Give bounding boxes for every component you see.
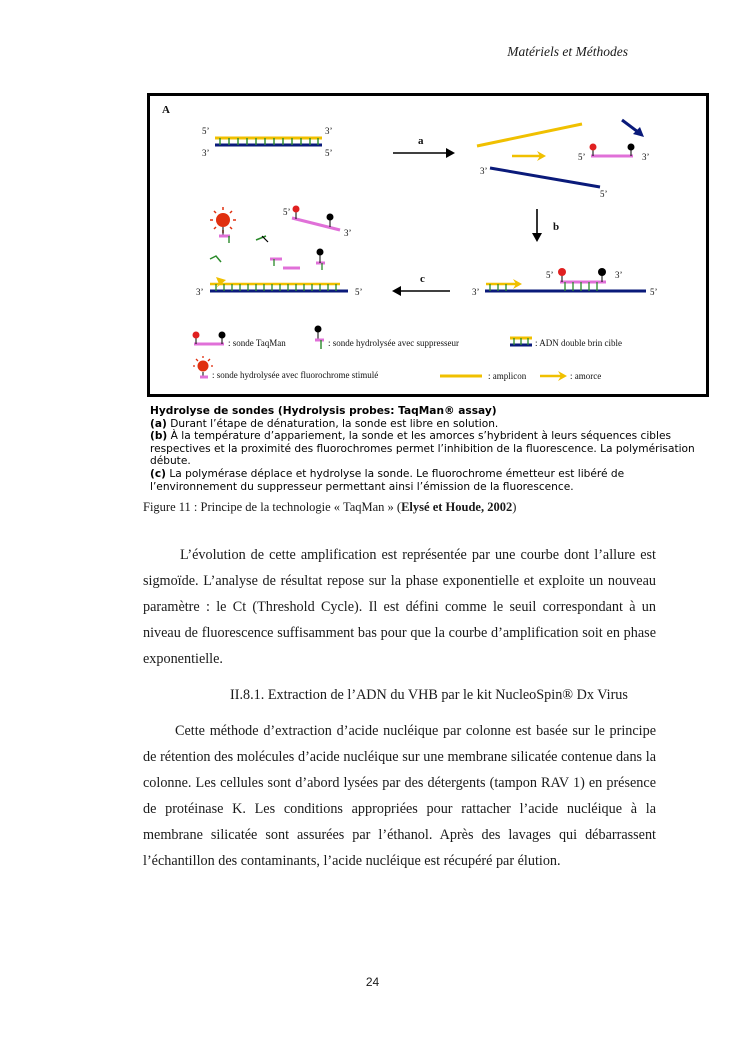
end-label: 5’	[202, 126, 210, 136]
item-text: La polymérase déplace et hydrolyse la sonde. Le fluorochrome émetteur est libéré de l’environnement du suppresseur permettant ainsi l’émission de la fluorescence.	[150, 467, 625, 493]
step-label-b: b	[553, 221, 560, 233]
end-label: 3’	[325, 126, 333, 136]
figure-description-item-a	[150, 418, 698, 431]
free-probe	[590, 144, 635, 157]
legend-double-strand: : ADN double brin cible	[535, 338, 622, 348]
arrow-c-icon	[392, 286, 450, 296]
item-tag: (c)	[150, 467, 166, 480]
item-text: À la température d’appariement, la sonde et les amorces s’hybrident à leurs séquences cibles respectives et la proximité des fluorochromes permet l’inhibition de la fluorescence. La polymérisation débute.	[150, 430, 695, 468]
end-label: 3’	[344, 228, 352, 238]
legend-primer-icon	[540, 371, 567, 381]
end-label: 3’	[196, 287, 204, 297]
free-primer	[512, 151, 546, 161]
end-label: 5’	[325, 148, 333, 158]
legend-hydrolyzed-suppressor: : sonde hydrolysée avec suppresseur	[328, 338, 459, 348]
caption-reference: Elysé et Houde, 2002	[401, 500, 513, 514]
end-label: 5’	[283, 207, 291, 217]
amplicon-strand	[477, 124, 582, 146]
released-fluorochrome-icon	[210, 207, 236, 243]
displaced-probe	[292, 206, 340, 231]
figure-caption	[143, 500, 516, 515]
step-label-c: c	[420, 273, 425, 285]
end-label: 5’	[355, 287, 363, 297]
end-label: 5’	[578, 152, 586, 162]
legend-taqman-probe: : sonde TaqMan	[228, 338, 286, 348]
end-label: 3’	[642, 152, 650, 162]
arrow-b-icon	[532, 209, 542, 242]
polymerization-complex	[210, 277, 348, 291]
end-label: 3’	[202, 148, 210, 158]
page-number: 24	[365, 975, 380, 989]
body-paragraph-2: Cette méthode d’extraction d’acide nucléique par colonne est basée sur le principe de rétention des molécules d’acide nucléique sur une membrane silicatée contenue dans la colonne. Les cellules sont d’abord lysées par des détergents (tampon RAV 1) en présence de protéinase K. Les conditions appropriées pour rattacher l’acide nucléique à la membrane silicatée sont assurées par l’éthanol. Après des lavages qui débarrassent l’échantillon des contaminants, l’acide nucléique est récupéré par élution.	[143, 723, 656, 869]
caption-close: )	[512, 500, 517, 514]
legend-fluorochrome: : sonde hydrolysée avec fluorochrome stimulé	[212, 370, 379, 380]
legend-primer: : amorce	[570, 371, 602, 381]
figure-description-item-b	[150, 430, 698, 468]
caption-text: Figure 11 : Principe de la technologie « TaqMan » (	[143, 500, 402, 514]
legend-fluorochrome-icon	[193, 356, 213, 377]
arrow-a-icon	[393, 148, 455, 158]
end-label: 3’	[472, 287, 480, 297]
item-tag: (a)	[150, 417, 167, 430]
section-heading: II.8.1. Extraction de l’ADN du VHB par le kit NucleoSpin® Dx Virus	[230, 687, 628, 703]
running-header: Matériels et Méthodes	[507, 44, 628, 59]
legend-amplicon: : amplicon	[488, 371, 527, 381]
end-label: 5’	[600, 189, 608, 199]
taqman-diagram	[150, 96, 706, 394]
figure-description-item-c	[150, 468, 698, 493]
polymerase-icon	[622, 120, 644, 137]
body-paragraph-1: L’évolution de cette amplification est représentée par une courbe dont l’allure est sigmoïde. L’analyse de résultat repose sur la phase exponentielle et exploite un nouveau paramètre : le Ct (Threshold Cycle). Il est défini comme le seuil correspondant à un niveau de fluorescence suffisamment bas pour que la courbe d’amplification soit en phase exponentielle.	[143, 547, 656, 667]
step-label-a: a	[418, 135, 424, 147]
figure-description	[150, 405, 698, 493]
target-strand	[490, 168, 600, 187]
item-text: Durant l’étape de dénaturation, la sonde est libre en solution.	[166, 417, 499, 430]
probe-fragments	[210, 236, 325, 270]
end-label: 5’	[546, 270, 554, 280]
end-label: 3’	[480, 166, 488, 176]
item-tag: (b)	[150, 430, 168, 443]
end-label: 5’	[650, 287, 658, 297]
legend-hydrolyzed-suppressor-icon	[315, 326, 325, 350]
legend-double-strand-icon	[510, 338, 532, 345]
panel-label: A	[162, 104, 170, 116]
taqman-figure	[147, 93, 709, 397]
legend-taqman-probe-icon	[193, 332, 226, 345]
double-strand-target-top-left	[215, 138, 322, 145]
figure-description-title: Hydrolyse de sondes (Hydrolysis probes: TaqMan® assay)	[150, 405, 497, 417]
end-label: 3’	[615, 270, 623, 280]
